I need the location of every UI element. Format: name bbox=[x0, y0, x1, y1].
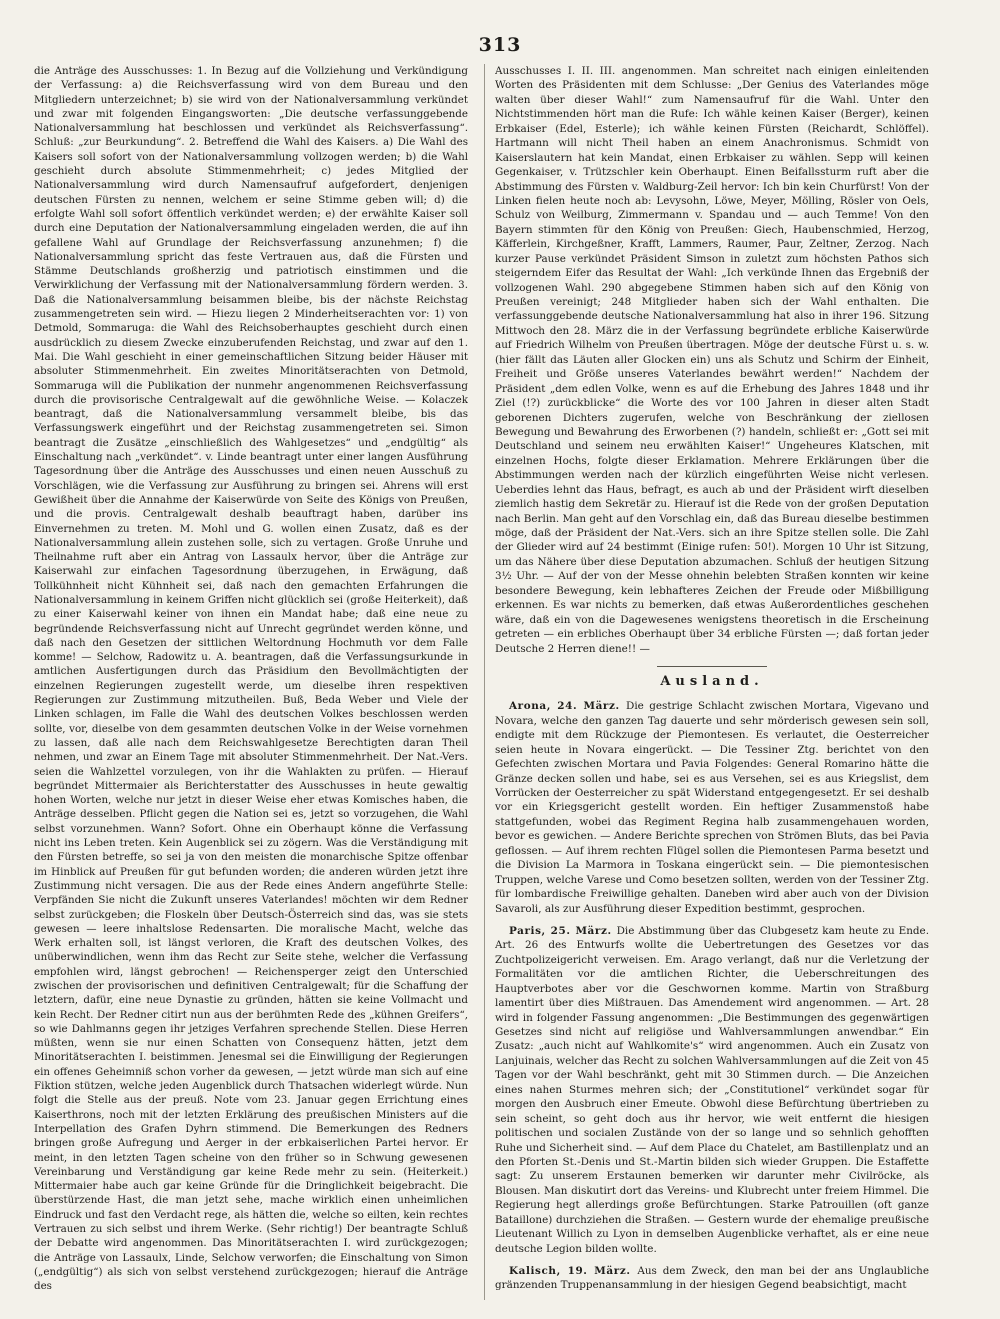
left-column-text: die Anträge des Ausschusses: 1. In Bezug auf die Vollziehung und Verkündigung der Verfassung: a) die Reichsverfassung wird von dem Bureau und den Mitgliedern unterzeichnet; b) sie wird von der Nationalversammlung verkündet und zwar mit folgenden Eingangsworten: „Die deutsche verfassunggebende Nationalversammlung hat beschlossen und verkündet als Reichsverfassung“. Schluß: „zur Beurkundung“. 2. Betreffend die Wahl des Kaisers. a) Die Wahl des Kaisers soll sofort von der Nationalversammlung vollzogen werden; b) die Wahl geschieht durch absolute Stimmenmehrheit; c) jedes Mitglied der Nationalversammlung wird durch Namensaufruf aufgefordert, denjenigen deutschen Fürsten zu nennen, welchem er seine Stimme geben will; d) die erfolgte Wahl soll sofort öffentlich verkündet werden; e) der erwählte Kaiser soll durch eine Deputation der Nationalversammlung eingeladen werden, die auf ihn gefallene Wahl auf Grundlage der Reichsverfassung anzunehmen; f) die Nationalversammlung spricht das feste Vertrauen aus, daß die Fürsten und Stämme Deutschlands großherzig und patriotisch einstimmen und die Verwirklichung der Verfassung mit der Nationalversammlung fördern werden. 3. Daß die Nationalversammlung beisammen bleibe, bis der nächste Reichstag zusammengetreten sein wird. — Hiezu liegen 2 Minderheitserachten vor: 1) von Detmold, Sommaruga: die Wahl des Reichsoberhauptes geschieht durch einen ausdrücklich zu diesem Zwecke einzuberufenden Reichstag, und zwar auf den 1. Mai. Die Wahl geschieht in einer gemeinschaftlichen Sitzung beider Häuser mit absoluter Stimmenmehrheit. Ein zweites Minoritätserachten von Detmold, Sommaruga will die Publikation der nunmehr angenommenen Reichsverfassung durch die provisorische Centralgewalt auf die gewöhnliche Weise. — Kolaczek beantragt, daß die Nationalversammlung versammelt bleibe, bis das Verfassungswerk eingeführt und der Reichstag zusammengetreten sei. Simon beantragt die Zusätze „einschließlich des Wahlgesetzes“ und „endgültig“ als Einschaltung nach „verkündet“. v. Linde beantragt unter einer langen Ausführung Tagesordnung über die Anträge des Ausschusses und einen neuen Ausschuß zu Vorschlägen, wie die Verfassung zur Ausführung zu bringen sei. Ahrens will erst Gewißheit über die Annahme der Kaiserwürde von Seite des Königs von Preußen, und die provis. Centralgewalt deshalb beauftragt haben, darüber ins Einvernehmen zu treten. M. Mohl und G. wollen einen Zusatz, daß es der Nationalversammlung allein zustehen solle, sich zu vertagen. Große Unruhe und Theilnahme ruft aber ein Antrag von Lassaulx hervor, über die Anträge zur Kaiserwahl zur einfachen Tagesordnung überzugehen, in Erwägung, daß Tollkühnheit nicht Kühnheit sei, daß nach den gemachten Erfahrungen die Nationalversammlung in keinem Griffen nicht glücklich sei (große Heiterkeit), daß zu einer Kaiserwahl keiner von ihnen ein Mandat habe; daß eine neue zu begründende Reichsverfassung nicht auf Unrecht gegründet werden könne, und daß nach den Gesetzen der sittlichen Weltordnung Hochmuth vor dem Falle komme! — Selchow, Radowitz u. A. beantragen, daß die Verfassungsurkunde in amtlichen Ausfertigungen durch das Präsidium den Bevollmächtigten der einzelnen Regierungen zugestellt werde, um dieselbe ihren respektiven Regierungen zur Zustimmung mitzutheilen. Buß, Beda Weber und Viele der Linken schlagen, im Falle die Wahl des deutschen Volkes beschlossen werden sollte, vor, dieselbe von dem gesammten deutschen Volke in der Weise vornehmen zu lassen, daß alle nach dem Reichswahlgesetze Berechtigten daran Theil nehmen, und zwar an Einem Tage mit absoluter Stimmenmehrheit. Der Nat.-Vers. seien die Wahlzettel vorzulegen, von ihr die Wahlakten zu prüfen. — Hierauf begründet Mittermaier als Berichterstatter des Ausschusses in heute gewaltig hohen Worten, welche nur jetzt in dieser Weise eher etwas Komisches haben, die Anträge desselben. Pflicht gegen die Nation sei es, jetzt so vorzugehen, die Wahl selbst vorzunehmen. Wann? Sofort. Ohne ein Oberhaupt könne die Verfassung nicht ins Leben treten. Kein Augenblick sei zu zögern. Was die Verständigung mit den Fürsten betreffe, so sei ja von den meisten die monarchische Spitze offenbar im Hinblick auf Preußen für gut befunden worden; die anderen würden jetzt ihre Zustimmung nicht versagen. Die aus der Rede eines Andern angeführte Stelle: Verpfänden Sie nicht die Zukunft unseres Vaterlandes! möchten wir dem Redner selbst zurückgeben; die Floskeln über Deutsch-Österreich sind das, was sie stets gewesen — leere inhaltslose Redensarten. Die moralische Macht, welche das Werk erhalten soll, ist längst verloren, die Kraft des deutschen Volkes, des unüberwindlichen, wenn ihm das Recht zur Seite stehe, welcher die Verfassung empfohlen wird, längst gebrochen! — Reichensperger zeigt den Unterschied zwischen der provisorischen und definitiven Centralgewalt; für die Schaffung der letztern, dafür, eine neue Dynastie zu gründen, hätten sie keine Vollmacht und kein Recht. Der Redner citirt nun aus der berühmten Rede des „kühnen Greifers“, so wie Dahlmanns gegen ihr jetziges Verfahren sprechende Stellen. Diese Herren müßten, wenn sie nur einen Schatten von Consequenz hätten, jetzt dem Minoritätserachten I. beistimmen. Jenesmal sei die Einwilligung der Regierungen ein offenes Geheimniß schon vorher da gewesen, — jetzt würde man sich auf eine Fiktion stützen, welche jeden Augenblick durch Thatsachen widerlegt würde. Nun folgt die Stelle aus der preuß. Note vom 23. Januar gegen Errichtung eines Kaiserthrons, noch mit der letzten Erklärung des preußischen Ministers auf die Interpellation des Grafen Dyhrn stimmend. Die Bemerkungen des Redners bringen große Aufregung und Aerger in der erbkaiserlichen Partei hervor. Er meint, in den letzten Tagen scheine von den früher so in Schwung gewesenen Vereinbarung und Verständigung gar keine Rede mehr zu sein. (Heiterkeit.) Mittermaier habe auch gar keine Gründe für die Dringlichkeit beigebracht. Die überstürzende Hast, die man jetzt sehe, mache wirklich einen unheimlichen Eindruck und fast den Verdacht rege, als hätten die, welche so eilten, kein rechtes Vertrauen zu sich selbst und ihrem Werke. (Sehr richtig!) Der beantragte Schluß der Debatte wird angenommen. Das Minoritätserachten I. wird zurückgezogen; die Anträge von Lassaulx, Linde, Selchow verworfen; die Einschaltung von Simon („endgültig“) als sich von selbst verstehend zurückgezogen; hierauf die Anträge des bbox=[34, 65, 468, 1293]
news-text: Die Abstimmung über das Clubgesetz kam heute zu Ende. Art. 26 des Entwurfs wollte die Uebertretungen des Gesetzes vor das Zuchtpolizeigericht verweisen. Em. Arago verlangt, daß nur die Verletzung der Formalitäten vor die amtlichen Richter, die Ueberschreitungen des Hauptverbotes aber vor die Geschwornen komme. Martin von Straßburg lamentirt über dies Mißtrauen. Das Amendement wird angenommen. — Art. 28 wird in folgender Fassung angenommen: „Die Bestimmungen des gegenwärtigen Gesetzes sind nicht auf religiöse und Wahlversammlungen anwendbar.“ Ein Zusatz: „auch nicht auf Wahlkomite's“ wird angenommen. Auch ein Zusatz von Lanjuinais, welcher das Recht zu solchen Wahlversammlungen auf die Zeit von 45 Tagen vor der Wahl beschränkt, geht mit 30 Stimmen durch. — Die Anzeichen eines nahen Sturmes mehren sich; der „Constitutionel“ verkündet sogar für morgen den Ausbruch einer Emeute. Obwohl diese Befürchtung übertrieben zu sein scheint, so geht doch aus ihr hervor, wie weit entfernt die hiesigen politischen und socialen Zustände von der so lange und so sehnlich gehofften Ruhe und Sicherheit sind. — Auf dem Place du Chatelet, am Bastillenplatz und an den Pforten St.-Denis und St.-Martin bilden sich wieder Gruppen. Die Estaffette sagt: Zu unserem Erstaunen bemerken wir darunter mehr Civilröcke, als Blousen. Man diskutirt dort das Vereins- und Klubrecht unter freiem Himmel. Die Regierung hegt allerdings große Befürchtungen. Starke Patrouillen (oft ganze Bataillone) durchziehen die Straßen. — Gestern wurde der ehemalige preußische Lieutenant Willich zu Lyon in demselben Augenblicke verhaftet, als er eine neue deutsche Legion bilden wollte. bbox=[495, 924, 929, 1255]
dateline: Arona, 24. März. bbox=[509, 700, 627, 713]
news-item-kalisch bbox=[495, 1264, 929, 1293]
column-divider bbox=[484, 64, 485, 1300]
page-number: 313 bbox=[478, 34, 522, 56]
dateline: Kalisch, 19. März. bbox=[509, 1265, 638, 1277]
section-heading: Ausland. bbox=[660, 673, 764, 689]
news-text: Die gestrige Schlacht zwischen Mortara, Vigevano und Novara, welche den ganzen Tag dauerte und sehr mörderisch gewesen sein soll, endigte mit dem Rückzuge der Piemontesen. Es verlautet, die Oesterreicher seien heute in Novara eingerückt. — Die Tessiner Ztg. berichtet von den Gefechten zwischen Mortara und Pavia Folgendes: General Romarino hätte die Gränze decken sollen und habe, sei es aus Versehen, sei es aus Kriegslist, dem Vorrücken der Oesterreicher zu spät Widerstand entgegengesetzt. Er sei deshalb vor ein Kriegsgericht gestellt worden. Ein heftiger Zusammenstoß habe stattgefunden, wobei das Regiment Regina halb zusammengehauen worden, bevor es gewichen. — Andere Berichte sprechen von Strömen Bluts, das bei Pavia geflossen. — Auf ihrem rechten Flügel sollen die Piemontesen Parma besetzt und die Division La Marmora in Toskana eingerückt sein. — Die piemontesischen Truppen, welche Varese und Como besetzen sollten, werden von der Tessiner Ztg. für lombardische Freiwillige gehalten. Daneben wird aber auch von der Division Savaroli, als zur Ausführung dieser Expedition bestimmt, gesprochen. bbox=[495, 700, 929, 915]
parliament-report-continuation: Ausschusses I. II. III. angenommen. Man schreitet nach einigen einleitenden Worten des Präsidenten mit dem Schlusse: „Der Genius des Vaterlandes möge walten über dieser Wahl!“ zum Namensaufruf für die Wahl. Unter den Nichtstimmenden hört man die Rufe: Ich wähle keinen Kaiser (Berger), keinen Erbkaiser (Edel, Esterle); ich wähle keinen Fürsten (Reichardt, Schlöffel). Hartmann will nicht Theil haben an einem Anachronismus. Schmidt von Kaiserslautern hat kein Mandat, einen Erbkaiser zu wählen. Sepp will keinen Gegenkaiser, v. Trützschler kein Oberhaupt. Einen Beifallssturm ruft aber die Abstimmung des Fürsten v. Waldburg-Zeil hervor: Ich bin kein Churfürst! Von der Linken fielen heute noch ab: Levysohn, Löwe, Meyer, Mölling, Rösler von Oels, Schulz von Weilburg, Zimmermann v. Spandau und — auch Temme! Von den Bayern stimmten für den König von Preußen: Giech, Haubenschmied, Herzog, Käfferlein, Kirchgeßner, Krafft, Lammers, Raumer, Paur, Zeltner, Zerzog. Nach kurzer Pause verkündet Präsident Simson in zuletzt zum höchsten Pathos sich steigerndem Eifer das Resultat der Wahl: „Ich verkünde Ihnen das Ergebniß der vollzogenen Wahl. 290 abgegebene Stimmen haben sich auf den König von Preußen vereinigt; 248 Mitglieder haben sich der Wahl enthalten. Die verfassunggebende deutsche Nationalversammlung hat also in ihrer 196. Sitzung Mittwoch den 28. März die in der Verfassung begründete erbliche Kaiserwürde auf Friedrich Wilhelm von Preußen übertragen. Möge der deutsche Fürst u. s. w. (hier fällt das Läuten aller Glocken ein) uns als Schutz und Schirm der Einheit, Freiheit und Größe unseres Vaterlandes bewährt werden!“ Nachdem der Präsident „dem edlen Volke, wenn es auf die Erhebung des Jahres 1848 und ihr Ziel (!?) zurückblicke“ die Worte des vor 100 Jahren in dieser alten Stadt geborenen Dichters zugerufen, welche von Beschränkung der ziellosen Bewegung und Bewahrung des Erworbenen (?) handeln, schließt er: „Gott sei mit Deutschland und seinem neu erwählten Kaiser!“ Ungeheures Klatschen, mit einzelnen Hochs, folgte dieser Erklamation. Mehrere Erklärungen über die Abstimmungen werden nach der kürzlich eingeführten Weise nicht verlesen. Ueberdies lehnt das Haus, befragt, es auch ab und der Präsident wirft dieselben ziemlich hastig dem Sekretär zu. Hierauf ist die Rede von der großen Deputation nach Berlin. Man geht auf den Vorschlag ein, daß das Bureau dieselbe bestimmen möge, daß der Präsident der Nat.-Vers. sich an ihre Spitze stellen solle. Die Zahl der Glieder wird auf 24 bestimmt (Einige rufen: 50!). Morgen 10 Uhr ist Sitzung, um das Nähere über diese Deputation abzumachen. Schluß der heutigen Sitzung 3½ Uhr. — Auf der von der Messe ohnehin belebten Straßen konnten wir keine besondere Bewegung, kein lebhafteres Zeichen der Freude oder Mißbilligung erkennen. Es war nichts zu bemerken, daß etwas Außerordentliches geschehen wäre, daß ein von die Dagewesenes wenigstens theoretisch in die Erscheinung getreten — ein erbliches Oberhaupt über 34 erbliche Fürsten —; daß fortan jeder Deutsche 2 Herren diene!! — bbox=[495, 65, 929, 655]
section-divider bbox=[657, 666, 767, 667]
dateline: Paris, 25. März. bbox=[509, 924, 617, 937]
news-item-arona bbox=[495, 699, 929, 916]
news-item-paris bbox=[495, 924, 929, 1256]
left-column bbox=[34, 64, 468, 1314]
paragraph-gap bbox=[495, 1256, 929, 1264]
paragraph-gap bbox=[495, 916, 929, 924]
news-text: Aus dem Zweck, den man bei der ans Unglaubliche gränzenden Truppenansammlung in der hiesigen Gegend beabsichtigt, macht bbox=[495, 1265, 929, 1292]
right-column bbox=[495, 64, 929, 1314]
